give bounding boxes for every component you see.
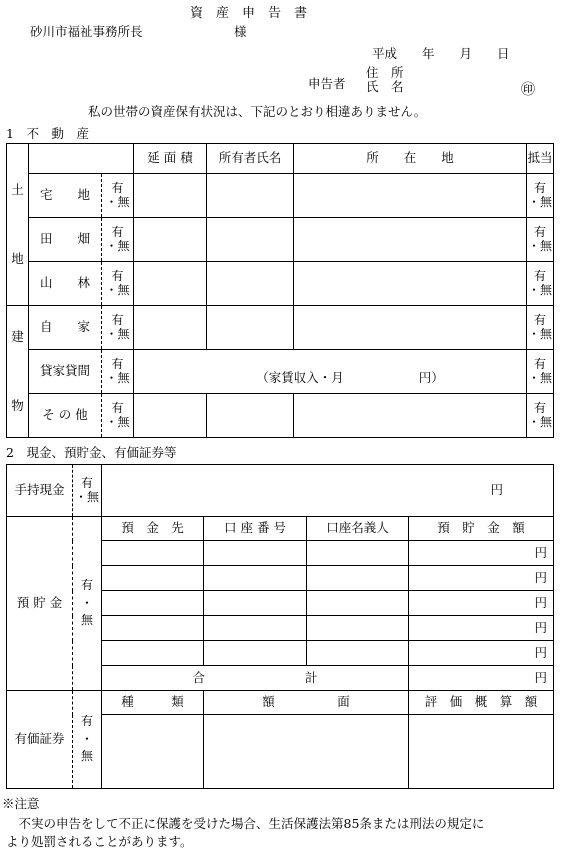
col-holder: 口座名義人 <box>307 517 409 541</box>
date-field: 平成 年 月 日 <box>372 46 510 61</box>
section2-heading: 2 現金、預貯金、有価証券等 <box>6 445 177 460</box>
mortgage-choice[interactable]: 有 ・無 <box>527 174 554 218</box>
account-cell[interactable] <box>204 641 307 666</box>
bank-cell[interactable] <box>102 616 204 641</box>
table-row <box>7 218 554 262</box>
row-name: 自 家 <box>29 306 102 350</box>
area-cell[interactable] <box>134 262 207 306</box>
account-cell[interactable] <box>204 541 307 566</box>
section1-heading: 1 不 動 産 <box>6 126 89 141</box>
estimate-cell[interactable] <box>409 715 554 789</box>
declaration-text: 私の世帯の資産保有状況は、下記のとおり相違ありません。 <box>88 104 427 119</box>
deposit-yes-no[interactable]: 有 ・ 無 <box>73 517 102 691</box>
table-row <box>7 350 554 394</box>
bank-cell[interactable] <box>102 641 204 666</box>
area-cell[interactable] <box>134 218 207 262</box>
yes-no-choice[interactable]: 有 ・無 <box>102 350 134 394</box>
location-cell[interactable] <box>294 218 527 262</box>
holder-cell[interactable] <box>307 641 409 666</box>
land-group-label: 土 地 <box>7 144 29 306</box>
row-name: そ の 他 <box>29 394 102 438</box>
note-text-line1: 不実の申告をして不正に保護を受けた場合、生活保護法第85条または刑法の規定に <box>6 816 485 831</box>
col-estimate: 評 価 概 算 額 <box>409 691 554 715</box>
col-kind: 種 類 <box>102 691 204 715</box>
location-cell[interactable] <box>294 262 527 306</box>
note-text-line2: より処罰されることがあります。 <box>6 834 193 849</box>
mortgage-choice[interactable]: 有 ・無 <box>527 306 554 350</box>
table-row <box>7 262 554 306</box>
col-location: 所 在 地 <box>294 144 527 174</box>
row-name: 田 畑 <box>29 218 102 262</box>
total-label: 合 計 <box>102 666 409 691</box>
col-amount: 預 貯 金 額 <box>409 517 554 541</box>
addressee-org: 砂川市福祉事務所長 <box>30 24 143 39</box>
mortgage-choice[interactable]: 有 ・無 <box>527 350 554 394</box>
yes-no-choice[interactable]: 有 ・無 <box>102 262 134 306</box>
col-mortgage: 抵当 <box>527 144 554 174</box>
location-cell[interactable] <box>294 174 527 218</box>
total-amount-cell[interactable]: 円 <box>409 666 554 691</box>
bank-cell[interactable] <box>102 541 204 566</box>
cash-amount-cell[interactable]: 円 <box>102 465 554 517</box>
account-cell[interactable] <box>204 566 307 591</box>
amount-cell[interactable]: 円 <box>409 541 554 566</box>
yes-no-choice[interactable]: 有 ・無 <box>102 218 134 262</box>
cash-label: 手持現金 <box>7 465 73 517</box>
mortgage-choice[interactable]: 有 ・無 <box>527 218 554 262</box>
applicant-label: 申告者 <box>308 76 346 91</box>
name-label: 氏 名 <box>366 79 404 94</box>
holder-cell[interactable] <box>307 541 409 566</box>
document-title: 資 産 申 告 書 <box>190 6 308 21</box>
holder-cell[interactable] <box>307 616 409 641</box>
yes-no-choice[interactable]: 有 ・無 <box>102 174 134 218</box>
row-name: 宅 地 <box>29 174 102 218</box>
amount-cell[interactable]: 円 <box>409 591 554 616</box>
table-row <box>7 306 554 350</box>
note-heading: ※注意 <box>2 796 40 811</box>
rent-income-cell[interactable] <box>134 350 527 394</box>
assets-table <box>6 464 554 789</box>
col-area: 延 面 積 <box>134 144 207 174</box>
cash-row <box>7 465 554 517</box>
account-cell[interactable] <box>204 591 307 616</box>
mortgage-choice[interactable]: 有 ・無 <box>527 262 554 306</box>
amount-cell[interactable]: 円 <box>409 616 554 641</box>
amount-cell[interactable]: 円 <box>409 641 554 666</box>
row-name: 山 林 <box>29 262 102 306</box>
col-owner: 所有者氏名 <box>207 144 294 174</box>
col-face: 額 面 <box>204 691 409 715</box>
account-cell[interactable] <box>204 616 307 641</box>
kind-cell[interactable] <box>102 715 204 789</box>
face-cell[interactable] <box>204 715 409 789</box>
yes-no-choice[interactable]: 有 ・無 <box>102 394 134 438</box>
real-estate-table <box>6 143 554 438</box>
col-bank: 預 金 先 <box>102 517 204 541</box>
col-account-no: 口 座 番 号 <box>204 517 307 541</box>
deposit-label: 預 貯 金 <box>7 517 73 691</box>
table-row <box>7 394 554 438</box>
yes-no-choice[interactable]: 有 ・無 <box>102 306 134 350</box>
holder-cell[interactable] <box>307 566 409 591</box>
building-group-label: 建 物 <box>7 306 29 438</box>
location-cell[interactable] <box>294 394 527 438</box>
owner-cell[interactable] <box>207 262 294 306</box>
seal-mark: ㊞ <box>521 82 535 98</box>
securities-label: 有価証券 <box>7 691 73 789</box>
bank-cell[interactable] <box>102 591 204 616</box>
address-label: 住 所 <box>366 65 404 80</box>
area-cell[interactable] <box>134 394 207 438</box>
amount-cell[interactable]: 円 <box>409 566 554 591</box>
area-cell[interactable] <box>134 174 207 218</box>
table-row <box>7 174 554 218</box>
owner-cell[interactable] <box>207 174 294 218</box>
rent-income-note: （家賃収入・月 円） <box>256 369 444 385</box>
holder-cell[interactable] <box>307 591 409 616</box>
mortgage-choice[interactable]: 有 ・無 <box>527 394 554 438</box>
row-name: 貸家貸間 <box>29 350 102 394</box>
securities-yes-no[interactable]: 有 ・ 無 <box>73 691 102 789</box>
addressee-suffix: 様 <box>234 24 247 39</box>
cash-yes-no[interactable]: 有 ・無 <box>73 465 102 517</box>
owner-cell[interactable] <box>207 394 294 438</box>
owner-cell[interactable] <box>207 218 294 262</box>
owner-cell[interactable] <box>207 306 294 350</box>
bank-cell[interactable] <box>102 566 204 591</box>
area-cell[interactable] <box>134 306 207 350</box>
location-cell[interactable] <box>294 306 527 350</box>
